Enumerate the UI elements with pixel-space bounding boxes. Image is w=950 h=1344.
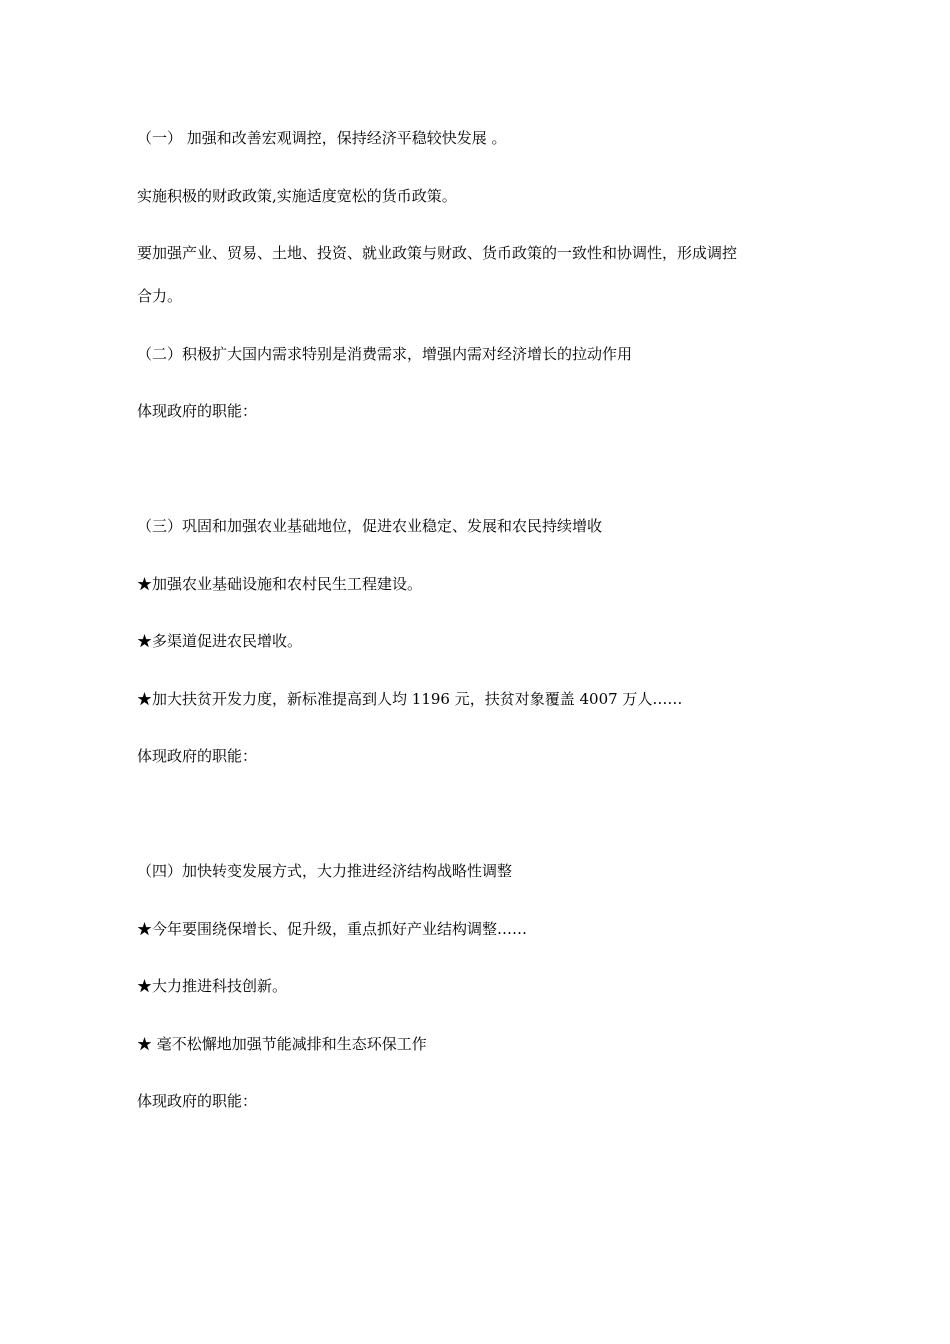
bullet-energy-saving: ★ 毫不松懈地加强节能减排和生态环保工作 [137,1035,427,1053]
section-2-heading: （二）积极扩大国内需求特别是消费需求，增强内需对经济增长的拉动作用 [137,345,633,363]
section-4-heading: （四）加快转变发展方式，大力推进经济结构战略性调整 [137,862,513,880]
bullet-poverty-alleviation: ★加大扶贫开发力度，新标准提高到人均 1196 元，扶贫对象覆盖 4007 万人…… [137,690,683,708]
bullet-agriculture-infrastructure: ★加强农业基础设施和农村民生工程建设。 [137,575,423,593]
paragraph-policy-coordination: 要加强产业、贸易、土地、投资、就业政策与财政、货币政策的一致性和协调性，形成调控 [137,244,738,262]
paragraph-fiscal-policy: 实施积极的财政政策,实施适度宽松的货币政策。 [137,187,457,205]
government-function-prompt-3: 体现政府的职能： [137,1092,258,1110]
paragraph-policy-coordination-cont: 合力。 [137,287,183,305]
bullet-technology-innovation: ★大力推进科技创新。 [137,977,288,995]
bullet-industrial-structure: ★今年要围绕保增长、促升级，重点抓好产业结构调整…… [137,920,528,938]
government-function-prompt-2: 体现政府的职能： [137,747,258,765]
bullet-farmer-income: ★多渠道促进农民增收。 [137,632,303,650]
section-1-heading: （一） 加强和改善宏观调控，保持经济平稳较快发展 。 [137,129,507,147]
section-3-heading: （三）巩固和加强农业基础地位，促进农业稳定、发展和农民持续增收 [137,517,603,535]
government-function-prompt-1: 体现政府的职能： [137,402,258,420]
